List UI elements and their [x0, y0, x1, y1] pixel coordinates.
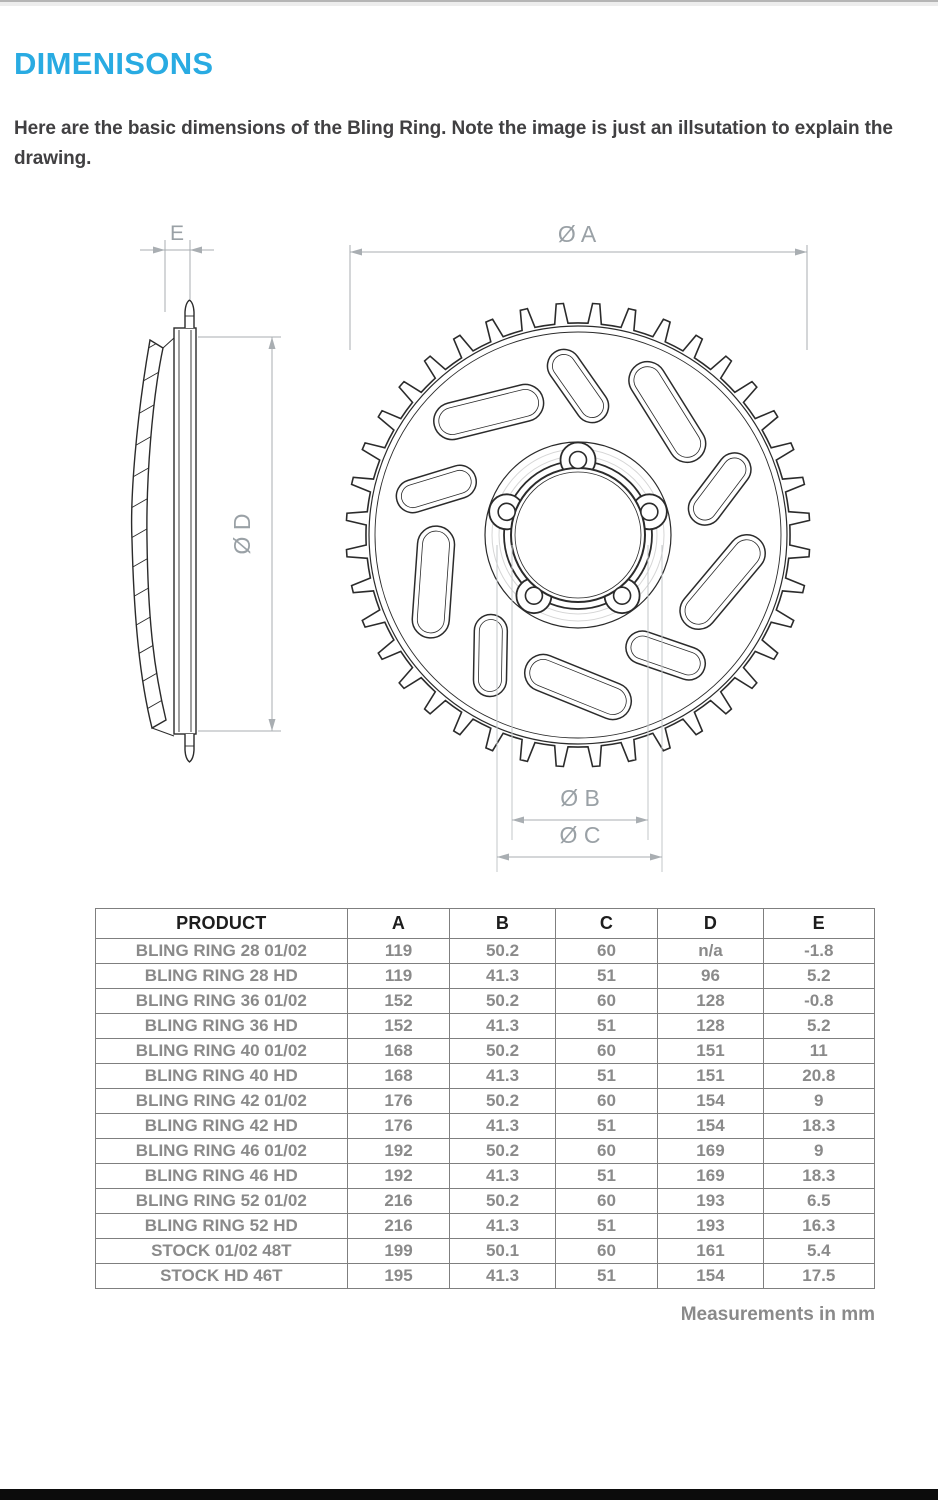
value-cell: 151 — [658, 1064, 763, 1089]
value-cell: 216 — [347, 1189, 450, 1214]
value-cell: 41.3 — [450, 1214, 555, 1239]
value-cell: 51 — [555, 1264, 658, 1289]
product-cell: BLING RING 42 01/02 — [96, 1089, 348, 1114]
value-cell: 168 — [347, 1039, 450, 1064]
value-cell: 169 — [658, 1164, 763, 1189]
value-cell: 41.3 — [450, 1064, 555, 1089]
dimension-a — [350, 245, 807, 350]
column-header: PRODUCT — [96, 909, 348, 939]
value-cell: 169 — [658, 1139, 763, 1164]
value-cell: n/a — [658, 939, 763, 964]
dim-label-b: Ø B — [560, 785, 600, 811]
value-cell: 176 — [347, 1114, 450, 1139]
value-cell: 60 — [555, 939, 658, 964]
value-cell: 41.3 — [450, 1164, 555, 1189]
units-note: Measurements in mm — [680, 1304, 875, 1325]
column-header: B — [450, 909, 555, 939]
value-cell: 199 — [347, 1239, 450, 1264]
value-cell: 51 — [555, 1114, 658, 1139]
table-row — [96, 939, 875, 964]
value-cell: 41.3 — [450, 964, 555, 989]
value-cell: 16.3 — [763, 1214, 874, 1239]
value-cell: 192 — [347, 1139, 450, 1164]
value-cell: 9 — [763, 1089, 874, 1114]
value-cell: -0.8 — [763, 989, 874, 1014]
value-cell: 51 — [555, 1014, 658, 1039]
value-cell: 60 — [555, 1089, 658, 1114]
table-header-row — [96, 909, 875, 939]
value-cell: 50.2 — [450, 1039, 555, 1064]
product-cell: BLING RING 52 01/02 — [96, 1189, 348, 1214]
value-cell: 60 — [555, 1239, 658, 1264]
value-cell: 119 — [347, 939, 450, 964]
product-cell: BLING RING 28 HD — [96, 964, 348, 989]
value-cell: 51 — [555, 1064, 658, 1089]
value-cell: 6.5 — [763, 1189, 874, 1214]
value-cell: 128 — [658, 1014, 763, 1039]
value-cell: 50.2 — [450, 1089, 555, 1114]
table-row — [96, 964, 875, 989]
value-cell: 128 — [658, 989, 763, 1014]
value-cell: 176 — [347, 1089, 450, 1114]
table-row — [96, 1264, 875, 1289]
value-cell: 152 — [347, 1014, 450, 1039]
table-row — [96, 1064, 875, 1089]
page-title: DIMENISONS — [14, 46, 214, 81]
dim-label-e: E — [169, 222, 185, 245]
table-row — [96, 1014, 875, 1039]
value-cell: 60 — [555, 1139, 658, 1164]
column-header: E — [763, 909, 874, 939]
value-cell: 154 — [658, 1114, 763, 1139]
technical-drawing — [0, 200, 938, 890]
column-header: D — [658, 909, 763, 939]
value-cell: 17.5 — [763, 1264, 874, 1289]
product-cell: STOCK 01/02 48T — [96, 1239, 348, 1264]
value-cell: 51 — [555, 1164, 658, 1189]
table-row — [96, 1139, 875, 1164]
value-cell: -1.8 — [763, 939, 874, 964]
dim-label-c: Ø C — [559, 822, 601, 848]
intro-text: Here are the basic dimensions of the Bling Ring. Note the image is just an illsutation to explain the drawing. — [14, 118, 893, 169]
product-cell: BLING RING 42 HD — [96, 1114, 348, 1139]
top-border-band — [0, 0, 938, 6]
value-cell: 151 — [658, 1039, 763, 1064]
value-cell: 195 — [347, 1264, 450, 1289]
value-cell: 50.1 — [450, 1239, 555, 1264]
dimensions-table — [95, 908, 875, 1289]
value-cell: 60 — [555, 1189, 658, 1214]
column-header: A — [347, 909, 450, 939]
value-cell: 50.2 — [450, 1189, 555, 1214]
value-cell: 20.8 — [763, 1064, 874, 1089]
dimension-e — [140, 240, 214, 312]
value-cell: 50.2 — [450, 1139, 555, 1164]
value-cell: 51 — [555, 964, 658, 989]
table-row — [96, 1089, 875, 1114]
value-cell: 168 — [347, 1064, 450, 1089]
value-cell: 193 — [658, 1189, 763, 1214]
value-cell: 216 — [347, 1214, 450, 1239]
column-header: C — [555, 909, 658, 939]
product-cell: BLING RING 36 01/02 — [96, 989, 348, 1014]
product-cell: BLING RING 40 HD — [96, 1064, 348, 1089]
product-cell: BLING RING 46 HD — [96, 1164, 348, 1189]
value-cell: 193 — [658, 1214, 763, 1239]
product-cell: BLING RING 46 01/02 — [96, 1139, 348, 1164]
product-cell: BLING RING 36 HD — [96, 1014, 348, 1039]
value-cell: 60 — [555, 1039, 658, 1064]
bottom-bar — [0, 1489, 938, 1500]
value-cell: 154 — [658, 1089, 763, 1114]
chainring-front-view — [347, 304, 810, 767]
value-cell: 11 — [763, 1039, 874, 1064]
product-cell: BLING RING 40 01/02 — [96, 1039, 348, 1064]
value-cell: 51 — [555, 1214, 658, 1239]
value-cell: 161 — [658, 1239, 763, 1264]
value-cell: 5.4 — [763, 1239, 874, 1264]
table-row — [96, 1164, 875, 1189]
value-cell: 50.2 — [450, 939, 555, 964]
dim-label-d: Ø D — [229, 513, 255, 555]
dim-label-a: Ø A — [557, 221, 597, 247]
product-cell: BLING RING 52 HD — [96, 1214, 348, 1239]
table-row — [96, 1039, 875, 1064]
chainring-side-view — [110, 300, 196, 762]
value-cell: 192 — [347, 1164, 450, 1189]
table-row — [96, 1239, 875, 1264]
value-cell: 154 — [658, 1264, 763, 1289]
value-cell: 41.3 — [450, 1264, 555, 1289]
table-row — [96, 1114, 875, 1139]
table-row — [96, 1189, 875, 1214]
table-row — [96, 989, 875, 1014]
value-cell: 119 — [347, 964, 450, 989]
value-cell: 41.3 — [450, 1114, 555, 1139]
product-cell: BLING RING 28 01/02 — [96, 939, 348, 964]
dimension-c-line — [497, 854, 662, 861]
value-cell: 152 — [347, 989, 450, 1014]
value-cell: 96 — [658, 964, 763, 989]
table-row — [96, 1214, 875, 1239]
value-cell: 9 — [763, 1139, 874, 1164]
value-cell: 41.3 — [450, 1014, 555, 1039]
value-cell: 18.3 — [763, 1114, 874, 1139]
value-cell: 50.2 — [450, 989, 555, 1014]
table-body — [96, 939, 875, 1289]
value-cell: 60 — [555, 989, 658, 1014]
value-cell: 18.3 — [763, 1164, 874, 1189]
value-cell: 5.2 — [763, 1014, 874, 1039]
value-cell: 5.2 — [763, 964, 874, 989]
product-cell: STOCK HD 46T — [96, 1264, 348, 1289]
